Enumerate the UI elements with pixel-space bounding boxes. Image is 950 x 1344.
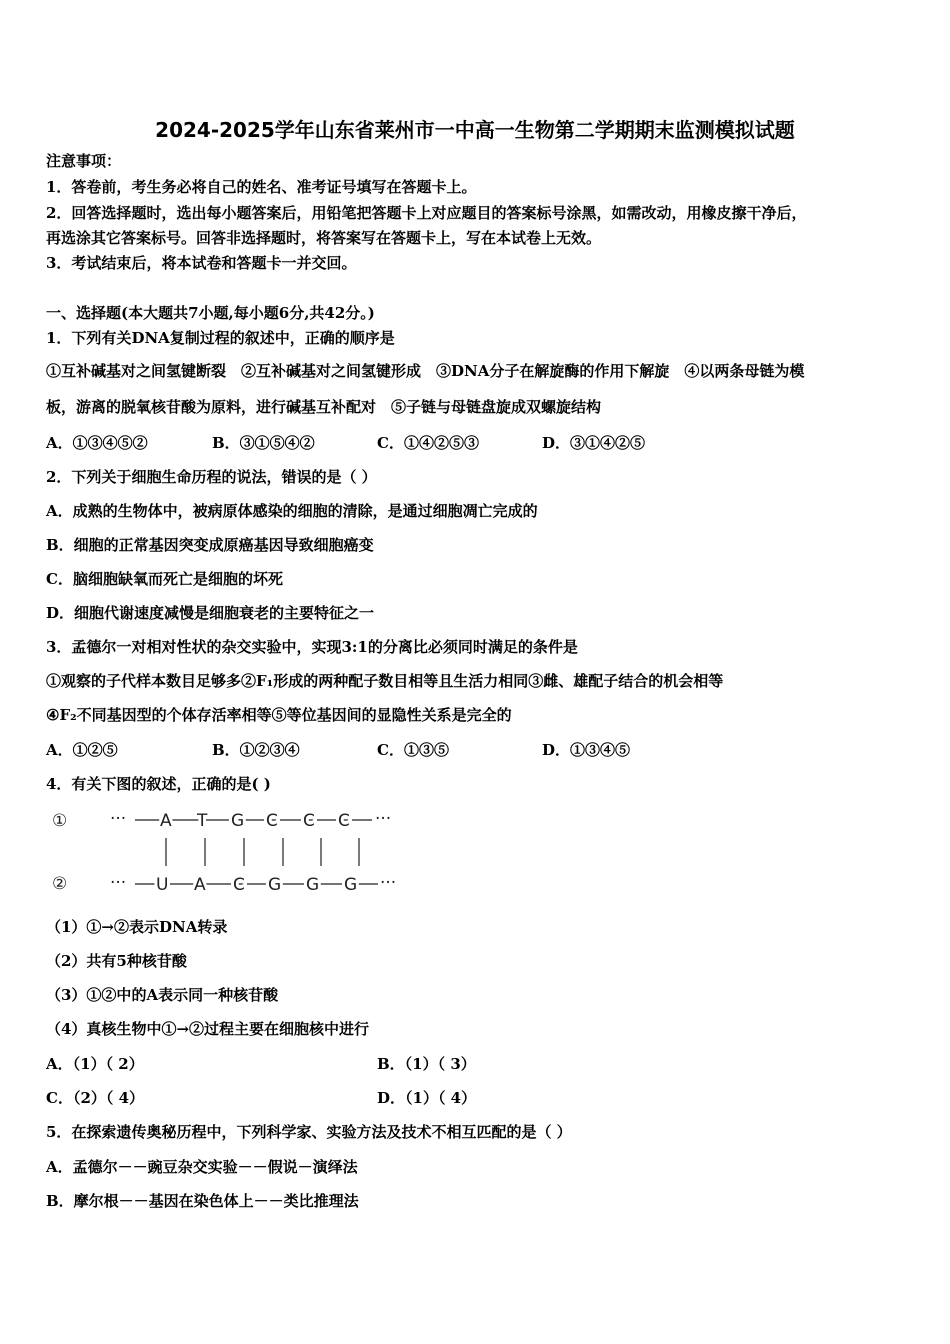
q1-line: 板，游离的脱氧核苷酸为原料，进行碱基互补配对 ⑤子链与母链盘旋成双螺旋结构 [46,398,602,416]
notice-item: 再选涂其它答案标号。回答非选择题时，将答案写在答题卡上，写在本试卷上无效。 [46,229,602,247]
base: T [197,811,208,831]
q4-stem: 4．有关下图的叙述，正确的是( ) [46,775,271,793]
q1-option-b: B．③①⑤④② [212,434,315,452]
base: C [266,811,278,831]
q4-item: （3）①②中的A表示同一种核苷酸 [46,986,279,1004]
base: G [306,875,320,895]
q5-option-a: A．孟德尔－－豌豆杂交实验－－假说－演绎法 [46,1158,358,1176]
q3-option-a: A．①②⑤ [46,741,118,759]
q4-option-b: B．（1）（ 3） [377,1055,476,1073]
q2-option-b: B．细胞的正常基因突变成原癌基因导致细胞癌变 [46,536,374,554]
q4-option-c: C．（2）（ 4） [46,1089,145,1107]
base: U [156,875,169,895]
q3-option-d: D．①③④⑤ [542,741,631,759]
base: A [160,811,172,831]
page-title: 2024-2025学年山东省莱州市一中高一生物第二学期期末监测模拟试题 [155,118,795,142]
base: C [233,875,245,895]
q3-stem: 3．孟德尔一对相对性状的杂交实验中，实现3:1的分离比必须同时满足的条件是 [46,638,578,656]
q5-option-b: B．摩尔根－－基因在染色体上－－类比推理法 [46,1192,359,1210]
q3-option-b: B．①②③④ [212,741,300,759]
q1-option-a: A．①③④⑤② [46,434,148,452]
q5-stem: 5．在探索遗传奥秘历程中，下列科学家、实验方法及技术不相互匹配的是（ ） [46,1123,572,1141]
q3-option-c: C．①③⑤ [377,741,449,759]
q3-line: ①观察的子代样本数目足够多②F₁形成的两种配子数目相等且生活力相同③雌、雄配子结合的机会相等 [46,672,724,690]
q2-option-d: D．细胞代谢速度减慢是细胞衰老的主要特征之一 [46,604,375,622]
q2-stem: 2．下列关于细胞生命历程的说法，错误的是（ ） [46,468,377,486]
q4-item: （1）①→②表示DNA转录 [46,918,228,936]
q1-option-d: D．③①④②⑤ [542,434,646,452]
base: C [303,811,315,831]
base: G [231,811,245,831]
base: G [268,875,282,895]
strand2-label: ② [52,874,68,894]
q4-option-a: A．（1）（ 2） [46,1055,144,1073]
notice-item: 3．考试结束后，将本试卷和答题卡一并交回。 [46,254,357,272]
ellipsis: ··· [380,873,397,893]
strand1-label: ① [52,811,68,831]
notice-item: 2．回答选择题时，选出每小题答案后，用铅笔把答题卡上对应题目的答案标号涂黑，如需改动，用橡皮擦干净后， [46,204,807,222]
q1-stem: 1．下列有关DNA复制过程的叙述中，正确的顺序是 [46,329,395,347]
notice-heading: 注意事项： [46,152,122,170]
q1-option-c: C．①④②⑤③ [377,434,479,452]
q2-option-c: C．脑细胞缺氧而死亡是细胞的坏死 [46,570,283,588]
ellipsis: ··· [375,809,392,829]
notice-item: 1．答卷前，考生务必将自己的姓名、准考证号填写在答题卡上。 [46,178,477,196]
q4-item: （2）共有5种核苷酸 [46,952,187,970]
base-pairing-diagram [0,800,450,900]
base: G [344,875,358,895]
q4-item: （4）真核生物中①→②过程主要在细胞核中进行 [46,1020,370,1038]
q2-option-a: A．成熟的生物体中，被病原体感染的细胞的清除，是通过细胞凋亡完成的 [46,502,538,520]
base: C [338,811,350,831]
ellipsis: ··· [110,809,127,829]
q4-option-d: D．（1）（ 4） [377,1089,477,1107]
q3-line: ④F₂不同基因型的个体存活率相等⑤等位基因间的显隐性关系是完全的 [46,706,512,724]
q1-line: ①互补碱基对之间氢键断裂 ②互补碱基对之间氢键形成 ③DNA分子在解旋酶的作用下解旋 ④以两条母链为模 [46,362,805,380]
base: A [194,875,206,895]
section-heading: 一、选择题(本大题共7小题,每小题6分,共42分。) [46,304,375,322]
ellipsis: ··· [110,873,127,893]
